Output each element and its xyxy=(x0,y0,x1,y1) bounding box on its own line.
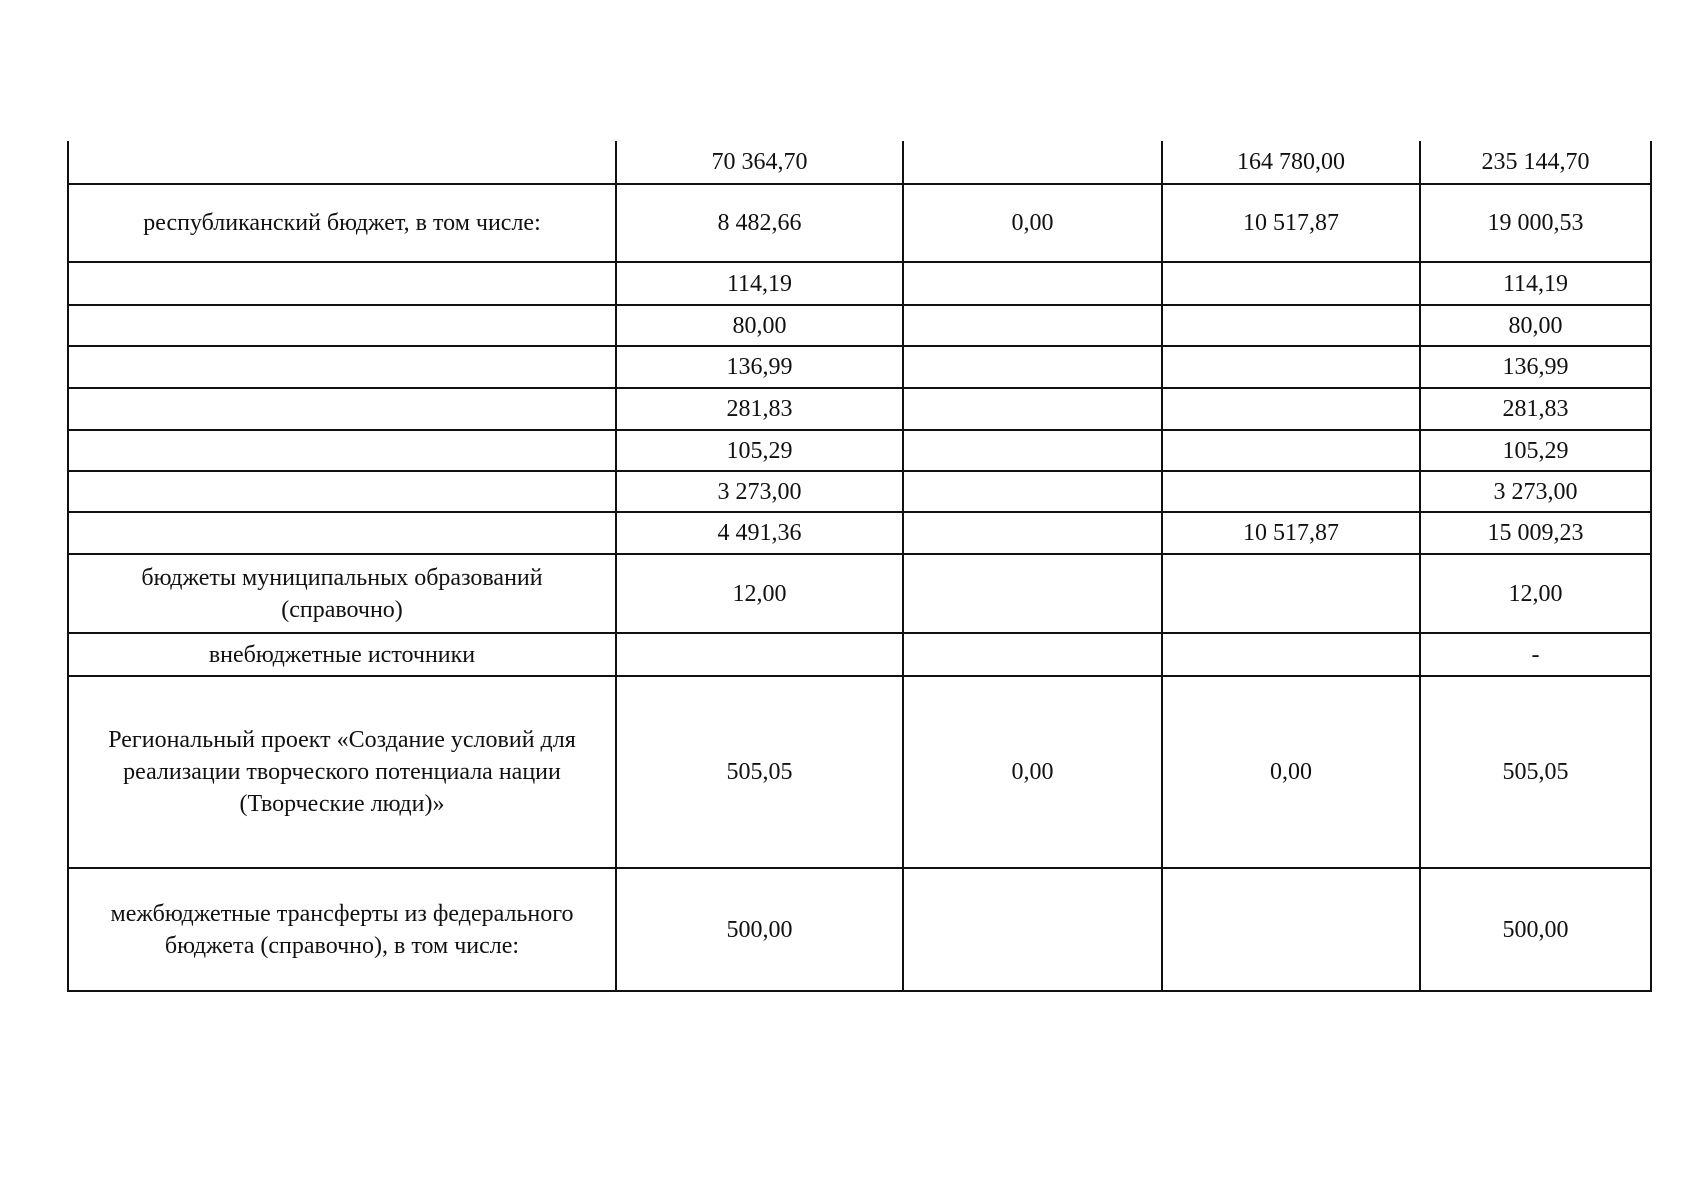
cell-col2 xyxy=(903,554,1162,633)
cell-col1: 4 491,36 xyxy=(616,512,903,554)
cell-col2: 0,00 xyxy=(903,676,1162,868)
row-label: бюджеты муниципальных образований (справочно) xyxy=(68,554,616,633)
cell-col1: 70 364,70 xyxy=(616,141,903,184)
cell-total: - xyxy=(1420,633,1651,676)
cell-col2 xyxy=(903,346,1162,388)
cell-col1: 281,83 xyxy=(616,388,903,430)
cell-col2 xyxy=(903,471,1162,512)
table-row xyxy=(68,184,1651,262)
table-row xyxy=(68,471,1651,512)
cell-col3 xyxy=(1162,388,1420,430)
table-row xyxy=(68,262,1651,305)
row-label xyxy=(68,305,616,346)
cell-total: 105,29 xyxy=(1420,430,1651,471)
cell-col3 xyxy=(1162,471,1420,512)
cell-col3: 10 517,87 xyxy=(1162,512,1420,554)
cell-col1: 80,00 xyxy=(616,305,903,346)
cell-total: 15 009,23 xyxy=(1420,512,1651,554)
cell-col1: 8 482,66 xyxy=(616,184,903,262)
cell-col2 xyxy=(903,868,1162,991)
cell-col3 xyxy=(1162,554,1420,633)
cell-col2 xyxy=(903,305,1162,346)
table-row xyxy=(68,868,1651,991)
row-label: межбюджетные трансферты из федерального бюджета (справочно), в том числе: xyxy=(68,868,616,991)
cell-col1: 136,99 xyxy=(616,346,903,388)
table-row xyxy=(68,512,1651,554)
row-label xyxy=(68,262,616,305)
row-label xyxy=(68,512,616,554)
cell-total: 500,00 xyxy=(1420,868,1651,991)
cell-col2 xyxy=(903,141,1162,184)
cell-total: 281,83 xyxy=(1420,388,1651,430)
row-label: республиканский бюджет, в том числе: xyxy=(68,184,616,262)
table-row xyxy=(68,676,1651,868)
table-row xyxy=(68,633,1651,676)
row-label: Региональный проект «Создание условий для реализации творческого потенциала нации (Творческие люди)» xyxy=(68,676,616,868)
cell-total: 19 000,53 xyxy=(1420,184,1651,262)
cell-total: 12,00 xyxy=(1420,554,1651,633)
cell-col3: 10 517,87 xyxy=(1162,184,1420,262)
cell-col3 xyxy=(1162,305,1420,346)
cell-col3 xyxy=(1162,430,1420,471)
cell-col3 xyxy=(1162,868,1420,991)
cell-col1: 505,05 xyxy=(616,676,903,868)
cell-total: 3 273,00 xyxy=(1420,471,1651,512)
row-label: внебюджетные источники xyxy=(68,633,616,676)
cell-col2 xyxy=(903,512,1162,554)
cell-col3: 0,00 xyxy=(1162,676,1420,868)
cell-col3 xyxy=(1162,633,1420,676)
budget-table xyxy=(67,141,1652,992)
cell-total: 235 144,70 xyxy=(1420,141,1651,184)
cell-total: 114,19 xyxy=(1420,262,1651,305)
cell-col1 xyxy=(616,633,903,676)
table-row xyxy=(68,554,1651,633)
table-row xyxy=(68,430,1651,471)
cell-col3 xyxy=(1162,262,1420,305)
table-row xyxy=(68,346,1651,388)
row-label xyxy=(68,141,616,184)
row-label xyxy=(68,388,616,430)
table-row xyxy=(68,305,1651,346)
row-label xyxy=(68,346,616,388)
cell-col2 xyxy=(903,430,1162,471)
cell-col1: 500,00 xyxy=(616,868,903,991)
row-label xyxy=(68,471,616,512)
cell-col1: 105,29 xyxy=(616,430,903,471)
cell-col2 xyxy=(903,388,1162,430)
table-row xyxy=(68,141,1651,184)
cell-col2 xyxy=(903,633,1162,676)
row-label xyxy=(68,430,616,471)
cell-col3 xyxy=(1162,346,1420,388)
table-row xyxy=(68,388,1651,430)
cell-col1: 114,19 xyxy=(616,262,903,305)
cell-col1: 12,00 xyxy=(616,554,903,633)
cell-total: 136,99 xyxy=(1420,346,1651,388)
cell-total: 80,00 xyxy=(1420,305,1651,346)
cell-total: 505,05 xyxy=(1420,676,1651,868)
cell-col1: 3 273,00 xyxy=(616,471,903,512)
cell-col2 xyxy=(903,262,1162,305)
cell-col3: 164 780,00 xyxy=(1162,141,1420,184)
cell-col2: 0,00 xyxy=(903,184,1162,262)
